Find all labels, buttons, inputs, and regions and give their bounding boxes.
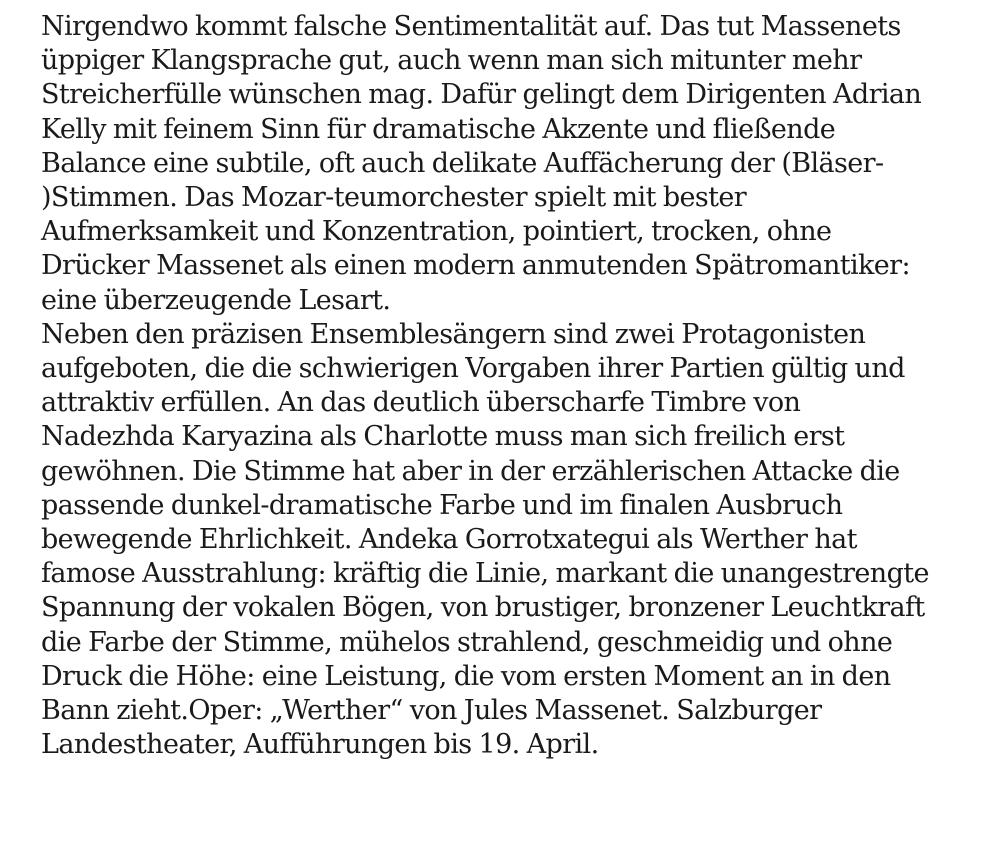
text-line: Spannung der vokalen Bögen, von brustiger, bronzener Leuchtkraft [41,592,925,624]
text-line: Bann zieht.Oper: „Werther“ von Jules Massenet. Salzburger [41,695,822,727]
text-line: Balance eine subtile, oft auch delikate Auffächerung der (Bläser- [41,147,884,179]
text-line: gewöhnen. Die Stimme hat aber in der erzählerischen Attacke die [41,455,900,487]
text-line: Drücker Massenet als einen modern anmutenden Spätromantiker: [41,250,910,282]
text-line: Druck die Höhe: eine Leistung, die vom ersten Moment an in den [41,660,891,692]
text-line: famose Ausstrahlung: kräftig die Linie, markant die unangestrengte [41,558,929,590]
text-line: attraktiv erfüllen. An das deutlich überscharfe Timbre von [41,387,801,419]
text-line: )Stimmen. Das Mozar-teumorchester spielt mit bester [41,182,747,214]
text-line: aufgeboten, die die schwierigen Vorgaben ihrer Partien gültig und [41,353,905,385]
text-line: Neben den präzisen Ensemblesängern sind zwei Protagonisten [41,318,866,350]
paragraph-2 [41,318,976,763]
text-line: Aufmerksamkeit und Konzentration, pointiert, trocken, ohne [41,216,832,248]
text-line: Nadezhda Karyazina als Charlotte muss man sich freilich erst [41,421,845,453]
text-line: eine überzeugende Lesart. [41,284,391,316]
text-line: Landestheater, Aufführungen bis 19. April. [41,729,599,761]
paragraph-1 [41,10,976,318]
text-line: bewegende Ehrlichkeit. Andeka Gorrotxategui als Werther hat [41,524,857,556]
text-line: Kelly mit feinem Sinn für dramatische Akzente und fließende [41,113,836,145]
text-line: Nirgendwo kommt falsche Sentimentalität auf. Das tut Massenets [41,11,901,42]
text-line: üppiger Klangsprache gut, auch wenn man sich mitunter mehr [41,45,862,77]
text-line: die Farbe der Stimme, mühelos strahlend, geschmeidig und ohne [41,626,893,658]
article-body [41,10,976,762]
text-line: passende dunkel-dramatische Farbe und im finalen Ausbruch [41,489,843,521]
text-line: Streicherfülle wünschen mag. Dafür gelingt dem Dirigenten Adrian [41,79,922,111]
